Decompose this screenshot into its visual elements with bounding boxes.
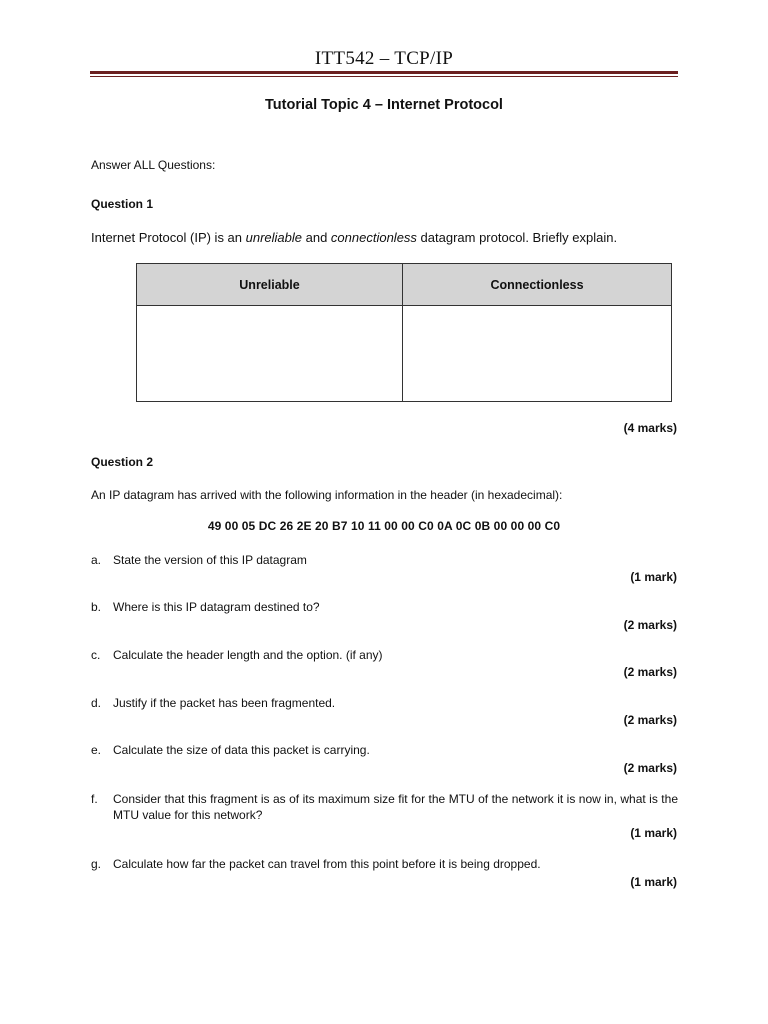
question-item-d bbox=[91, 695, 678, 711]
q1-text-connectionless: connectionless bbox=[330, 230, 417, 245]
answer-cell-connectionless[interactable] bbox=[403, 306, 672, 402]
item-d-marks: (2 marks) bbox=[623, 713, 677, 727]
item-letter: g. bbox=[91, 857, 102, 871]
instructions: Answer ALL Questions: bbox=[91, 158, 216, 172]
item-letter: c. bbox=[91, 648, 101, 662]
item-text: Calculate the size of data this packet is carrying. bbox=[113, 743, 370, 757]
item-letter: f. bbox=[91, 792, 98, 806]
header-rule-thin bbox=[90, 76, 678, 77]
table-header-connectionless: Connectionless bbox=[403, 264, 672, 306]
item-text: Consider that this fragment is as of its maximum size fit for the MTU of the network it is now in, what is the MTU value for this network? bbox=[113, 792, 678, 822]
question-item-f bbox=[91, 791, 678, 823]
item-letter: b. bbox=[91, 600, 102, 614]
header-rule-thick bbox=[90, 71, 678, 74]
item-text: Justify if the packet has been fragmented. bbox=[113, 696, 336, 710]
item-text: Where is this IP datagram destined to? bbox=[113, 600, 320, 614]
item-letter: a. bbox=[91, 553, 102, 567]
question-item-g bbox=[91, 856, 678, 872]
q1-text-part2: and bbox=[302, 230, 331, 245]
question-item-e bbox=[91, 742, 678, 758]
item-letter: d. bbox=[91, 696, 102, 710]
item-g-marks: (1 mark) bbox=[630, 875, 677, 889]
item-text: State the version of this IP datagram bbox=[113, 553, 307, 567]
answer-cell-unreliable[interactable] bbox=[137, 306, 403, 402]
item-text: Calculate how far the packet can travel from this point before it is being dropped. bbox=[113, 857, 541, 871]
item-text: Calculate the header length and the option. (if any) bbox=[113, 648, 383, 662]
item-letter: e. bbox=[91, 743, 102, 757]
question-2-intro: An IP datagram has arrived with the following information in the header (in hexadecimal): bbox=[91, 488, 563, 502]
q1-text-part1: Internet Protocol (IP) is an bbox=[91, 230, 246, 245]
q1-text-part3: datagram protocol. Briefly explain. bbox=[416, 230, 618, 245]
question-item-b bbox=[91, 599, 678, 615]
item-b-marks: (2 marks) bbox=[623, 618, 677, 632]
course-title: ITT542 – TCP/IP bbox=[314, 48, 454, 69]
tutorial-title: Tutorial Topic 4 – Internet Protocol bbox=[265, 97, 503, 113]
table-header-unreliable: Unreliable bbox=[137, 264, 403, 306]
item-f-marks: (1 mark) bbox=[630, 826, 677, 840]
question-item-a bbox=[91, 552, 678, 568]
hex-header: 49 00 05 DC 26 2E 20 B7 10 11 00 00 C0 0A 0C 0B 00 00 00 C0 bbox=[207, 519, 561, 533]
item-e-marks: (2 marks) bbox=[623, 761, 677, 775]
question-1-marks: (4 marks) bbox=[623, 421, 677, 435]
question-1-heading: Question 1 bbox=[91, 197, 154, 211]
item-a-marks: (1 mark) bbox=[630, 570, 677, 584]
answer-table bbox=[136, 263, 672, 402]
question-2-heading: Question 2 bbox=[91, 455, 154, 469]
item-c-marks: (2 marks) bbox=[623, 665, 677, 679]
question-item-c bbox=[91, 647, 678, 663]
question-1-text bbox=[91, 230, 617, 246]
q1-text-unreliable: unreliable bbox=[245, 230, 302, 245]
